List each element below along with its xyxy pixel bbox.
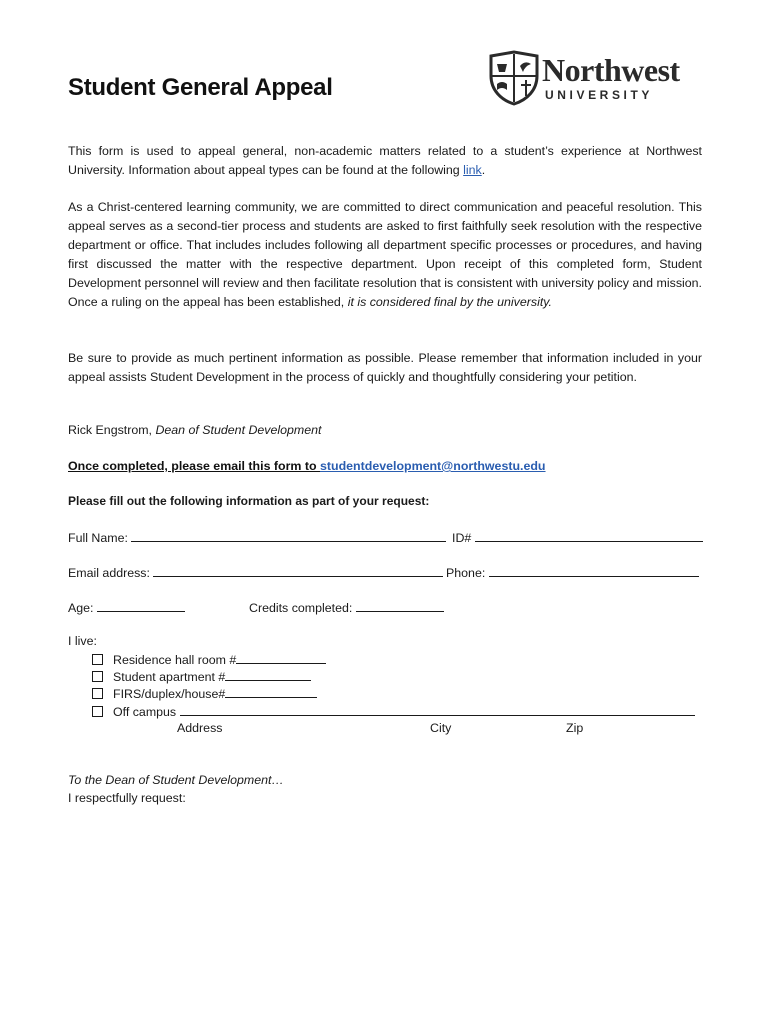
residence-hall-label: Residence hall room # — [113, 653, 237, 667]
id-row — [452, 529, 703, 545]
intro-paragraph-2 — [68, 198, 702, 312]
intro-paragraph-3: Be sure to provide as much pertinent information as possible. Please remember that information included in your appeal assists Student Development in the process of quickly and thoughtfully considering your petition. — [68, 351, 702, 384]
id-label: ID# — [452, 531, 472, 545]
residence-hall-room-field[interactable] — [236, 651, 326, 664]
email-field[interactable] — [153, 564, 443, 577]
off-campus-label: Off campus — [113, 705, 177, 719]
firs-checkbox[interactable] — [92, 688, 103, 699]
email-row — [68, 564, 443, 580]
credits-field[interactable] — [356, 599, 444, 612]
appeal-types-link[interactable]: link — [463, 163, 482, 177]
salutation: To the Dean of Student Development… — [68, 773, 284, 787]
id-field[interactable] — [475, 529, 703, 542]
request-label: I respectfully request: — [68, 791, 186, 805]
age-label: Age: — [68, 601, 94, 615]
signature-name: Rick Engstrom, — [68, 423, 156, 437]
signature-line — [68, 423, 321, 437]
student-apartment-field[interactable] — [225, 668, 311, 681]
housing-option-residence-hall — [92, 651, 326, 667]
page-title: Student General Appeal — [68, 74, 333, 101]
intro-text-2: As a Christ-centered learning community, we are committed to direct communication and peaceful resolution. This appeal serves as a second-tier process and students are asked to first faithfully seek resolution with the respective department or office. That includes includes following all department specific processes or procedures, and having first discussed the matter with the respective department. Upon receipt of this completed form, Student Development personnel will review and then facilitate resolution that is consistent with university policy and mission. Once a ruling on the appeal has been established, — [68, 200, 702, 309]
logo-subtitle: UNIVERSITY — [545, 88, 654, 102]
intro-paragraph-1 — [68, 142, 702, 180]
address-caption: Address — [177, 721, 223, 735]
credits-label: Credits completed: — [249, 601, 353, 615]
residence-hall-checkbox[interactable] — [92, 654, 103, 665]
form-heading: Please fill out the following information as part of your request: — [68, 494, 430, 508]
age-row — [68, 599, 185, 615]
full-name-label: Full Name: — [68, 531, 128, 545]
student-apartment-label: Student apartment # — [113, 670, 226, 684]
email-label: Email address: — [68, 566, 150, 580]
housing-option-student-apartment — [92, 668, 311, 684]
submission-instruction — [68, 459, 546, 473]
intro-text-1: This form is used to appeal general, non-academic matters related to a student’s experience at Northwest University. Information about appeal types can be found at the following — [68, 144, 702, 177]
submission-text: Once completed, please email this form to — [68, 459, 321, 473]
age-field[interactable] — [97, 599, 185, 612]
intro-text-2-italic: it is considered final by the university. — [347, 295, 552, 309]
signature-role: Dean of Student Development — [155, 423, 322, 437]
housing-label: I live: — [68, 634, 97, 648]
student-apartment-checkbox[interactable] — [92, 671, 103, 682]
city-caption: City — [430, 721, 452, 735]
phone-field[interactable] — [489, 564, 699, 577]
credits-row — [249, 599, 444, 615]
zip-caption: Zip — [566, 721, 584, 735]
university-logo — [487, 50, 692, 108]
firs-label: FIRS/duplex/house# — [113, 687, 226, 701]
full-name-field[interactable] — [131, 529, 446, 542]
phone-label: Phone: — [446, 566, 486, 580]
logo-wordmark: Northwest — [542, 52, 680, 88]
off-campus-address-field[interactable] — [180, 703, 695, 716]
housing-option-firs — [92, 685, 317, 701]
firs-field[interactable] — [225, 685, 317, 698]
intro-text-1-end: . — [481, 163, 486, 177]
full-name-row — [68, 529, 446, 545]
shield-crest-icon — [487, 50, 541, 106]
housing-option-off-campus — [92, 703, 695, 719]
off-campus-checkbox[interactable] — [92, 706, 103, 717]
phone-row — [446, 564, 699, 580]
submission-email-link[interactable]: studentdevelopment@northwestu.edu — [320, 459, 546, 473]
